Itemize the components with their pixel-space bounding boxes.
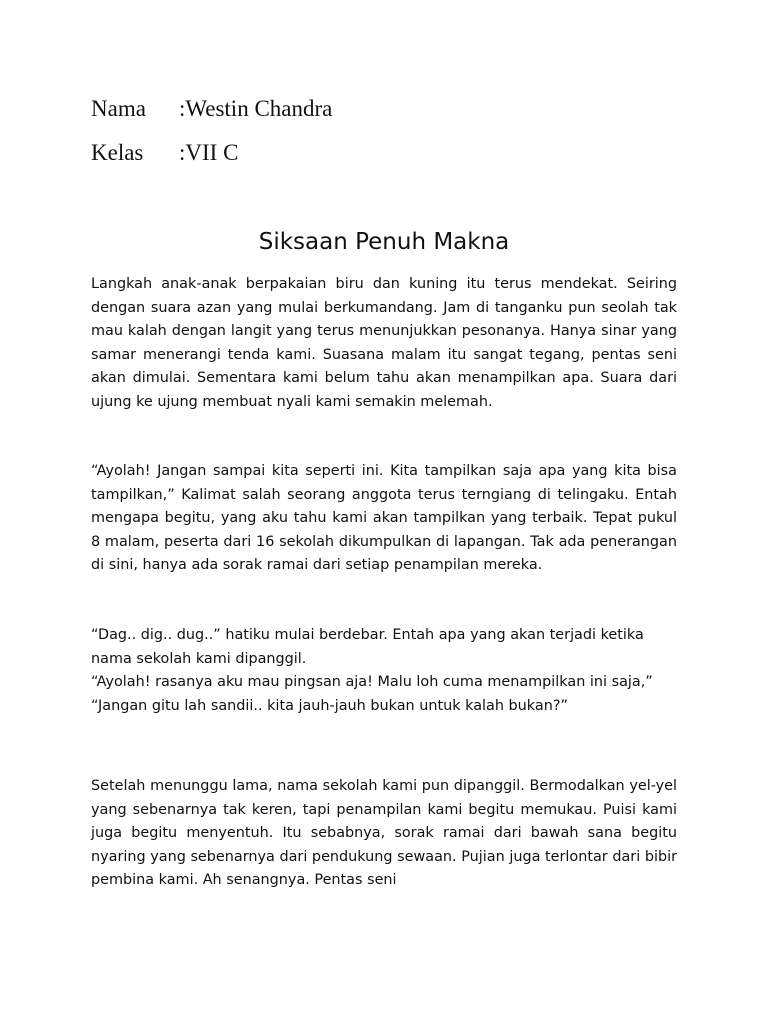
- class-value: :VII C: [179, 140, 239, 165]
- name-label: Nama: [91, 96, 146, 121]
- dialogue-block: [91, 624, 677, 718]
- dialogue-line-1: “Dag.. dig.. dug..” hatiku mulai berdebar. Entah apa yang akan terjadi ketika nama sekolah kami dipanggil.: [91, 627, 644, 667]
- paragraph-4-block: [91, 775, 677, 893]
- dialogue-line-2: “Ayolah! rasanya aku mau pingsan aja! Malu loh cuma menampilkan ini saja,”: [91, 674, 653, 691]
- paragraph-1-block: [91, 273, 677, 415]
- student-class-row: [91, 139, 238, 167]
- story-title: Siksaan Penuh Makna: [258, 229, 510, 255]
- paragraph-1: Langkah anak-anak berpakaian biru dan kuning itu terus mendekat. Seiring dengan suara azan yang mulai berkumandang. Jam di tanganku pun seolah tak mau kalah dengan langit yang terus menunjukkan pesonanya. Hanya sinar yang samar menerangi tenda kami. Suasana malam itu sangat tegang, pentas seni akan dimulai. Sementara kami belum tahu akan menampilkan apa. Suara dari ujung ke ujung membuat nyali kami semakin melemah.: [91, 276, 677, 410]
- paragraph-2-block: [91, 460, 677, 578]
- paragraph-4: Setelah menunggu lama, nama sekolah kami pun dipanggil. Bermodalkan yel-yel yang sebenarnya tak keren, tapi penampilan kami begitu memukau. Puisi kami juga begitu menyentuh. Itu sebabnya, sorak ramai dari bawah sana begitu nyaring yang sebenarnya dari pendukung sewaan. Pujian juga terlontar dari bibir pembina kami. Ah senangnya. Pentas seni: [91, 778, 677, 889]
- student-name-row: [91, 95, 332, 123]
- dialogue-line-3: “Jangan gitu lah sandii.. kita jauh-jauh bukan untuk kalah bukan?”: [91, 697, 568, 714]
- paragraph-2: “Ayolah! Jangan sampai kita seperti ini. Kita tampilkan saja apa yang kita bisa tampilkan,” Kalimat salah seorang anggota terus terngiang di telingaku. Entah mengapa begitu, yang aku tahu kami akan tampilkan yang terbaik. Tepat pukul 8 malam, peserta dari 16 sekolah dikumpulkan di lapangan. Tak ada penerangan di sini, hanya ada sorak ramai dari setiap penampilan mereka.: [91, 463, 677, 574]
- name-value: :Westin Chandra: [179, 96, 333, 121]
- class-label: Kelas: [91, 140, 144, 165]
